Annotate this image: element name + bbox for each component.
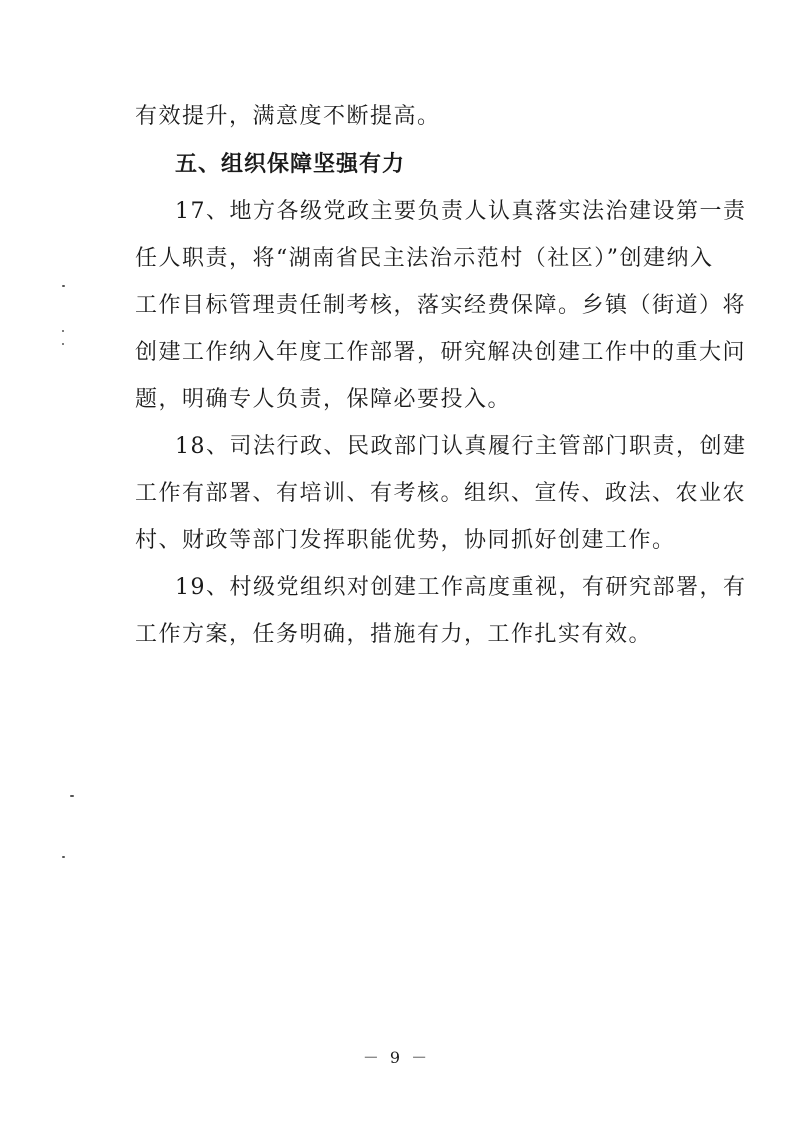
- paragraph-line: 任人职责，将“湖南省民主法治示范村（社区）”创建纳入: [135, 246, 714, 271]
- paragraph-line: 18、司法行政、民政部门认真履行主管部门职责，创建: [175, 434, 747, 459]
- scan-speck: [62, 856, 65, 858]
- paragraph-line: 创建工作纳入年度工作部署，研究解决创建工作中的重大问: [135, 340, 747, 365]
- section-heading: 五、组织保障坚强有力: [175, 152, 406, 177]
- paragraph-line: 工作目标管理责任制考核，落实经费保障。乡镇（街道）将: [135, 293, 747, 318]
- paragraph-line: 工作有部署、有培训、有考核。组织、宣传、政法、农业农: [135, 481, 747, 506]
- scan-speck: [62, 343, 64, 345]
- scan-speck: [70, 795, 74, 797]
- paragraph-line: 村、财政等部门发挥职能优势，协同抓好创建工作。: [135, 528, 676, 553]
- paragraph-line: 19、村级党组织对创建工作高度重视，有研究部署，有: [175, 575, 747, 600]
- scan-speck: [62, 330, 64, 332]
- paragraph-line: 题，明确专人负责，保障必要投入。: [135, 387, 512, 412]
- paragraph-line: 有效提升，满意度不断提高。: [135, 104, 441, 129]
- scan-speck: [62, 285, 65, 287]
- page-number: － 9 －: [362, 1048, 431, 1067]
- paragraph-line: 工作方案，任务明确，措施有力，工作扎实有效。: [135, 622, 653, 647]
- paragraph-line: 17、地方各级党政主要负责人认真落实法治建设第一责: [175, 199, 747, 224]
